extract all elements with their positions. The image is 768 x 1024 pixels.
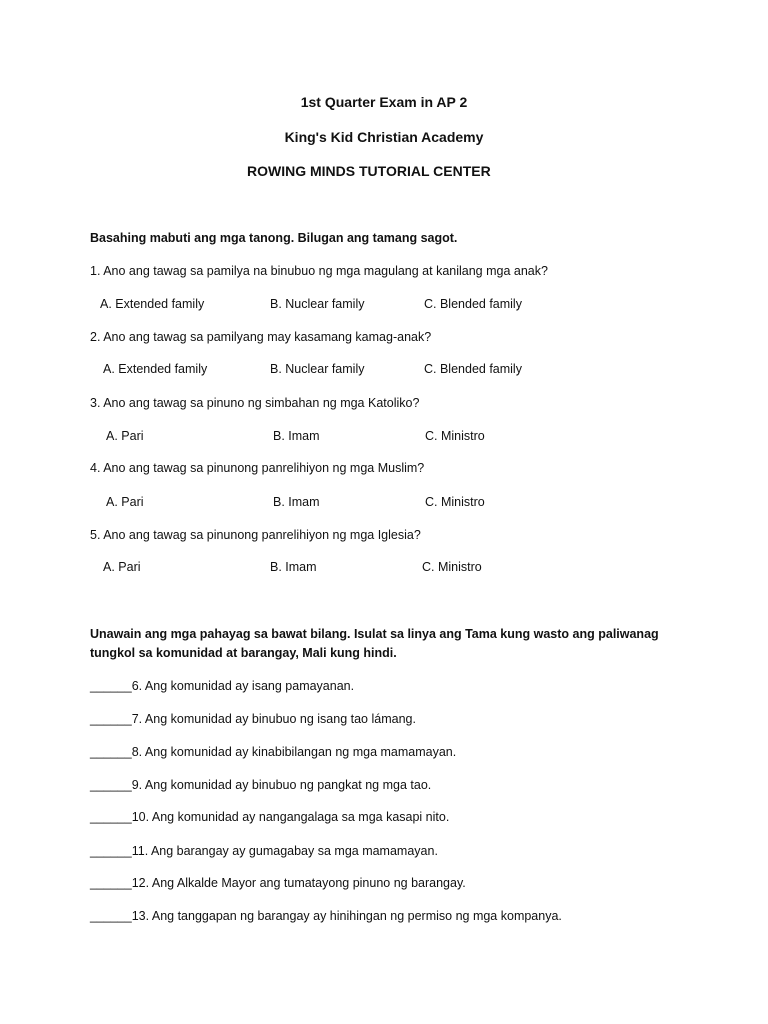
exam-title: 1st Quarter Exam in AP 2 bbox=[300, 94, 468, 110]
section1-instruction: Basahing mabuti ang mga tanong. Bilugan ang tamang sagot. bbox=[90, 231, 458, 245]
statement-item-6: ______6. Ang komunidad ay isang pamayanan. bbox=[90, 679, 355, 693]
q5-option-c: C. Ministro bbox=[422, 560, 482, 574]
section2-instruction-line1: Unawain ang mga pahayag sa bawat bilang. Isulat sa linya ang Tama kung wasto ang paliwanag bbox=[90, 627, 659, 641]
question-5: 5. Ano ang tawag sa pinunong panrelihiyon ng mga Iglesia? bbox=[90, 528, 421, 542]
q4-option-a: A. Pari bbox=[106, 495, 144, 509]
question-1: 1. Ano ang tawag sa pamilya na binubuo ng mga magulang at kanilang mga anak? bbox=[90, 264, 548, 278]
statement-item-8: ______8. Ang komunidad ay kinabibilangan ng mga mamamayan. bbox=[90, 745, 457, 759]
q5-option-a: A. Pari bbox=[103, 560, 141, 574]
question-4: 4. Ano ang tawag sa pinunong panrelihiyon ng mga Muslim? bbox=[90, 461, 425, 475]
q1-option-c: C. Blended family bbox=[424, 297, 522, 311]
q5-option-b: B. Imam bbox=[270, 560, 317, 574]
q1-option-b: B. Nuclear family bbox=[270, 297, 365, 311]
statement-item-7: ______7. Ang komunidad ay binubuo ng isang tao lámang. bbox=[90, 712, 416, 726]
statement-item-13: ______13. Ang tanggapan ng barangay ay hinihingan ng permiso ng mga kompanya. bbox=[90, 909, 562, 923]
q4-option-c: C. Ministro bbox=[425, 495, 485, 509]
q3-option-c: C. Ministro bbox=[425, 429, 485, 443]
question-3: 3. Ano ang tawag sa pinuno ng simbahan ng mga Katoliko? bbox=[90, 396, 420, 410]
q4-option-b: B. Imam bbox=[273, 495, 320, 509]
statement-item-9: ______9. Ang komunidad ay binubuo ng pangkat ng mga tao. bbox=[90, 778, 432, 792]
q2-option-a: A. Extended family bbox=[103, 362, 208, 376]
section2-instruction-line2: tungkol sa komunidad at barangay, Mali kung hindi. bbox=[90, 646, 397, 660]
statement-item-10: ______10. Ang komunidad ay nangangalaga sa mga kasapi nito. bbox=[90, 810, 450, 824]
q2-option-c: C. Blended family bbox=[424, 362, 522, 376]
school-name: King's Kid Christian Academy bbox=[284, 129, 484, 145]
q3-option-b: B. Imam bbox=[273, 429, 320, 443]
q1-option-a: A. Extended family bbox=[100, 297, 205, 311]
q3-option-a: A. Pari bbox=[106, 429, 144, 443]
statement-item-11: ______11. Ang barangay ay gumagabay sa mga mamamayan. bbox=[90, 844, 438, 858]
question-2: 2. Ano ang tawag sa pamilyang may kasamang kamag-anak? bbox=[90, 330, 432, 344]
statement-item-12: ______12. Ang Alkalde Mayor ang tumatayong pinuno ng barangay. bbox=[90, 876, 466, 890]
q2-option-b: B. Nuclear family bbox=[270, 362, 365, 376]
center-name: ROWING MINDS TUTORIAL CENTER bbox=[247, 163, 491, 179]
